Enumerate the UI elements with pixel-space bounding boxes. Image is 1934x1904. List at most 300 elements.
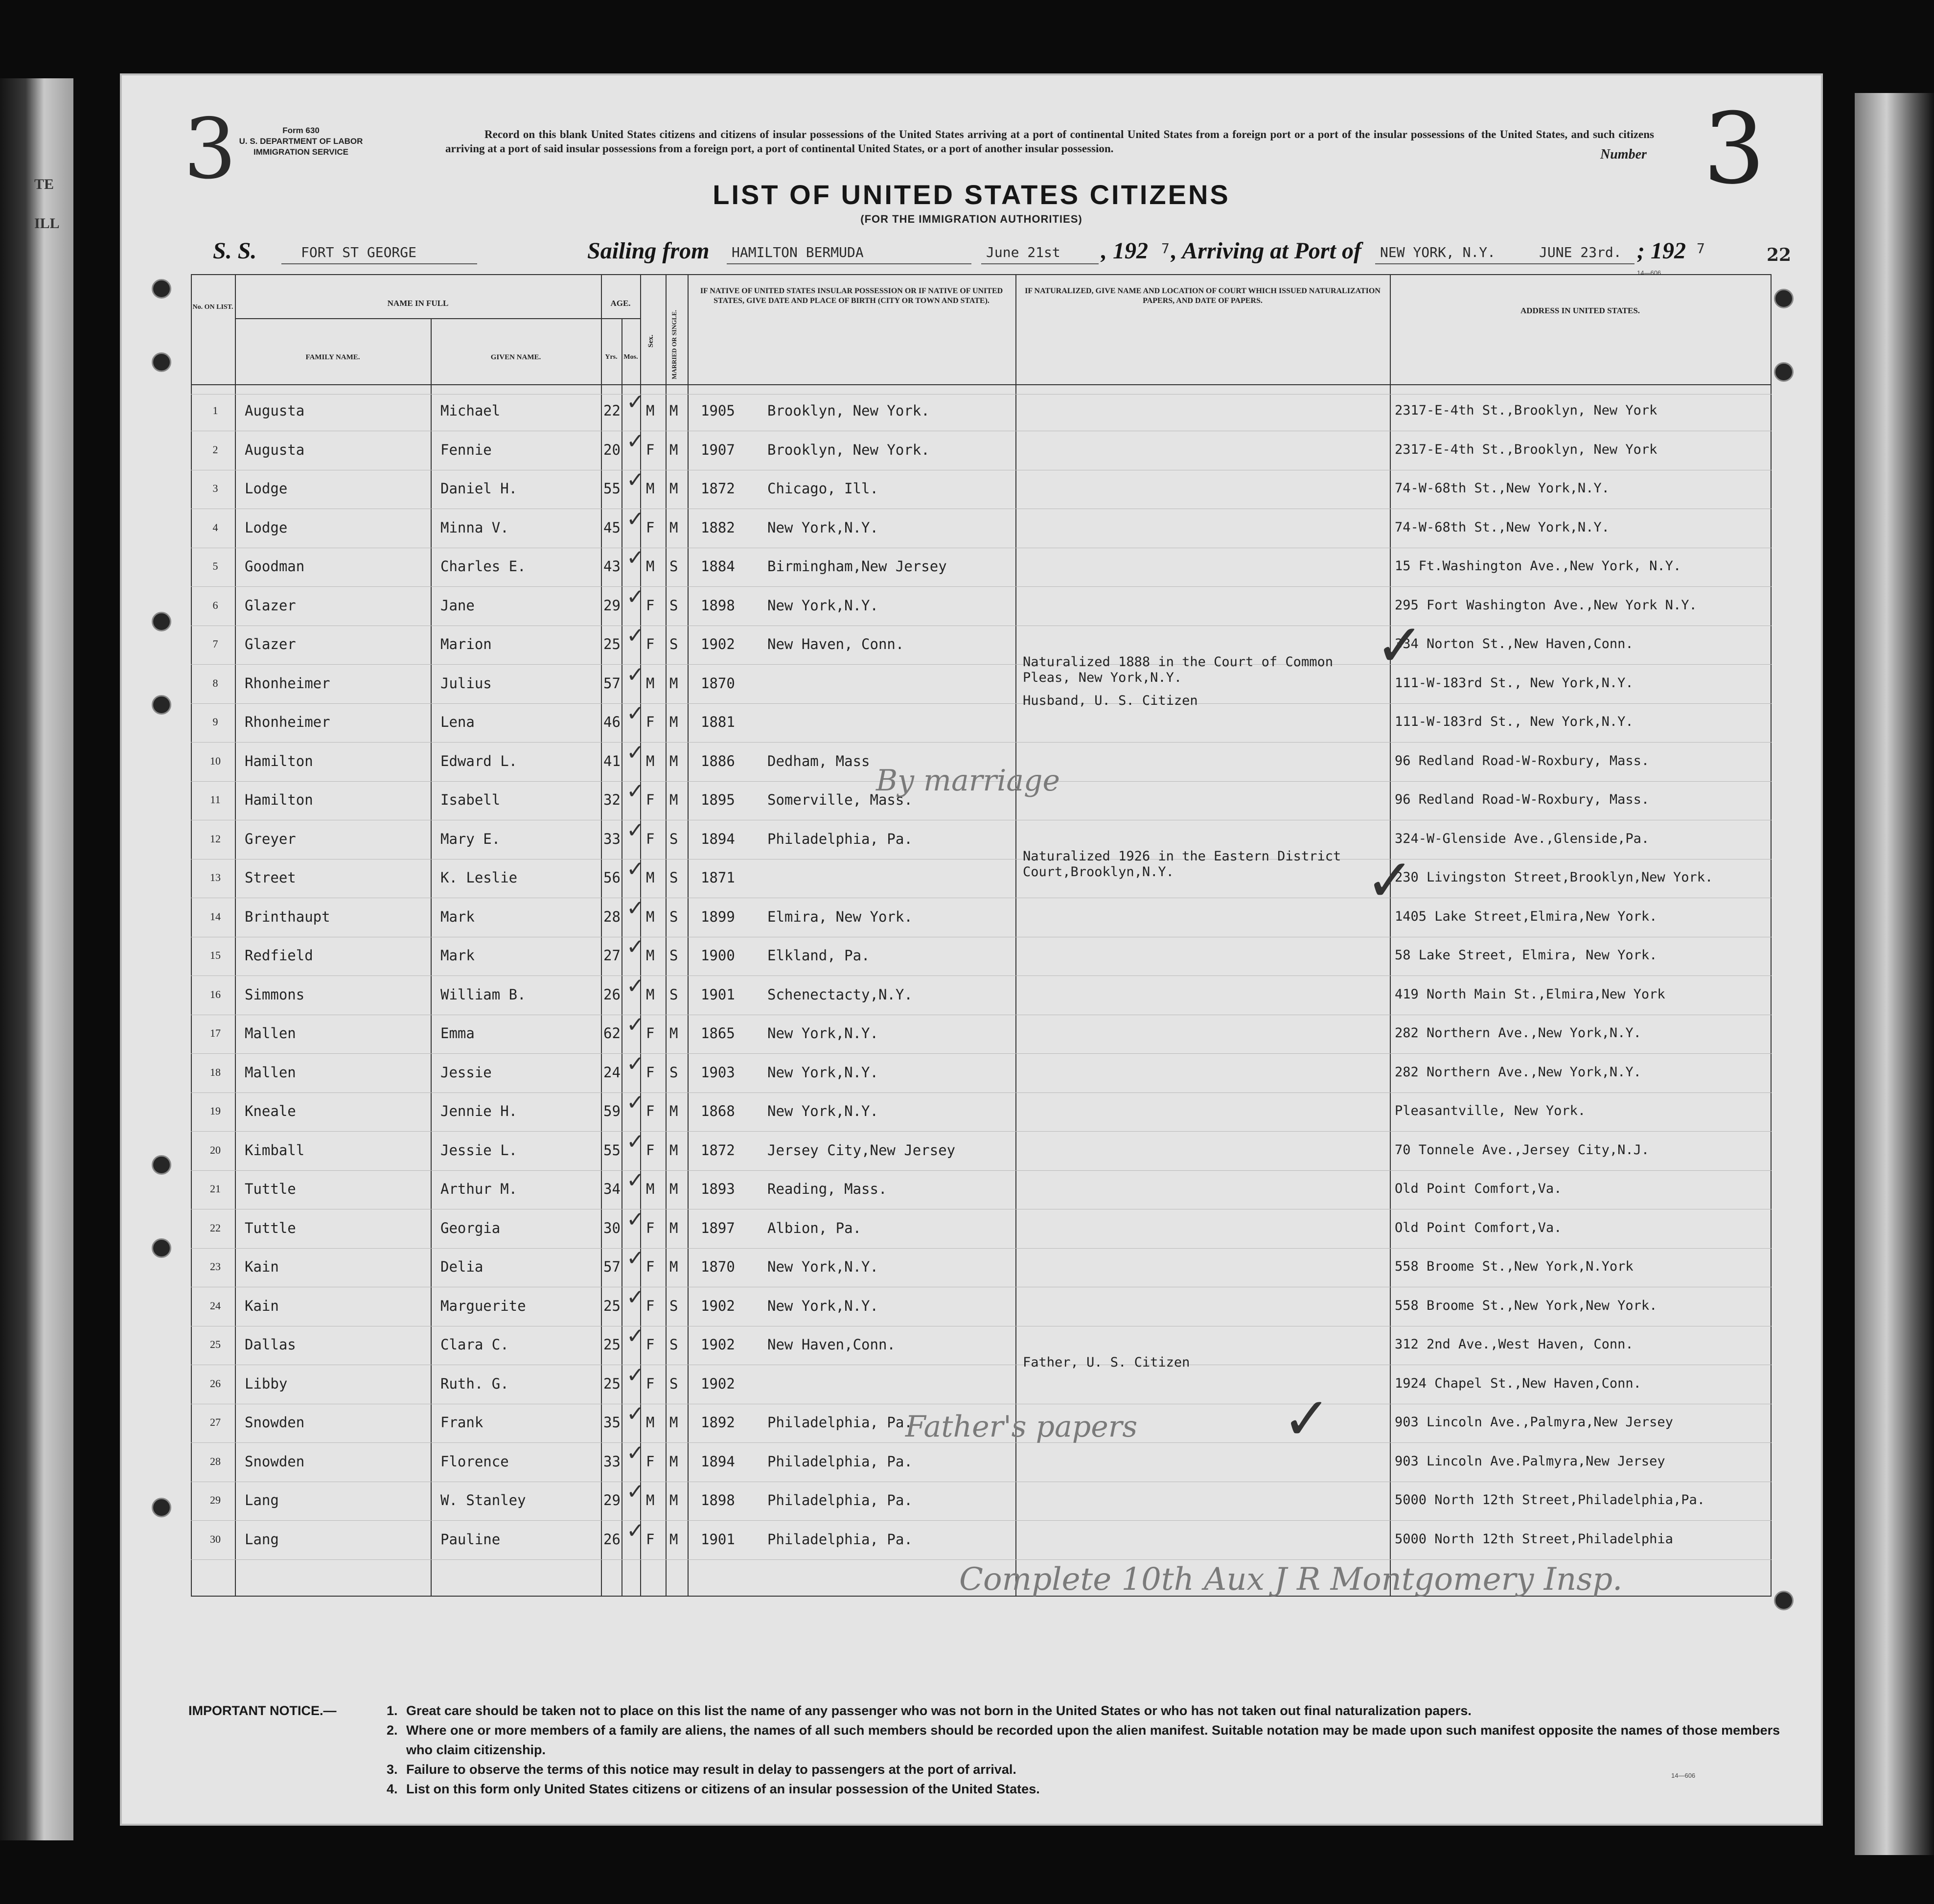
given-name: Mark — [440, 947, 475, 964]
birth-place: New Haven,Conn. — [767, 1336, 896, 1353]
address: 2317-E-4th St.,Brooklyn, New York — [1395, 403, 1658, 418]
marital-status: M — [669, 1414, 678, 1431]
birth-place: New Haven, Conn. — [767, 636, 904, 652]
row-number: 2 — [212, 443, 218, 456]
birth-place: Philadelphia, Pa. — [767, 830, 913, 847]
adjacent-page-left-edge: TE ILL — [0, 78, 73, 1840]
sex: F — [646, 1336, 655, 1353]
row-number: 21 — [210, 1183, 221, 1195]
sex: M — [646, 752, 655, 769]
family-name: Lodge — [245, 519, 288, 536]
address: 111-W-183rd St., New York,N.Y. — [1395, 675, 1634, 691]
sex: M — [646, 986, 655, 1003]
row-number: 18 — [210, 1066, 221, 1078]
given-name: Georgia — [440, 1219, 501, 1236]
given-name: Jessie L. — [440, 1141, 518, 1159]
birth-year: 1902 — [701, 1297, 735, 1314]
address: Old Point Comfort,Va. — [1395, 1181, 1562, 1196]
address: Pleasantville, New York. — [1395, 1103, 1586, 1118]
arrival-date: JUNE 23rd. — [1539, 244, 1622, 260]
year-digit-1: 7 — [1161, 240, 1170, 256]
form-identifier — [237, 125, 365, 158]
birth-place: New York,N.Y. — [767, 1103, 878, 1119]
row-number: 9 — [212, 716, 218, 728]
marital-status: M — [669, 1258, 678, 1275]
family-name: Augusta — [245, 402, 305, 419]
punch-hole — [152, 695, 171, 715]
check-mark: ✓ — [626, 701, 645, 726]
ss-label: S. S. — [213, 238, 257, 264]
birth-year: 1903 — [701, 1064, 735, 1081]
naturalization-info: Father, U. S. Citizen — [1023, 1354, 1190, 1370]
address: 903 Lincoln Ave.Palmyra,New Jersey — [1395, 1453, 1665, 1469]
sex: M — [646, 480, 655, 497]
check-mark: ✓ — [626, 934, 645, 959]
check-mark: ✓ — [626, 1518, 645, 1543]
marital-status: M — [669, 1181, 678, 1197]
age-years: 24 — [603, 1064, 621, 1081]
birth-place: Elmira, New York. — [767, 908, 913, 925]
marital-status: M — [669, 1219, 678, 1236]
birth-place: Philadelphia, Pa. — [767, 1414, 913, 1431]
address: Old Point Comfort,Va. — [1395, 1220, 1562, 1235]
punch-hole — [152, 612, 171, 631]
sex: M — [646, 1181, 655, 1197]
family-name: Lodge — [245, 480, 288, 497]
punch-hole — [1774, 1591, 1794, 1610]
check-mark: ✓ — [626, 1246, 645, 1271]
marital-status: S — [669, 558, 678, 575]
punch-hole — [152, 279, 171, 299]
given-name: Minna V. — [440, 519, 509, 536]
row-number: 30 — [210, 1532, 221, 1545]
marital-status: M — [669, 1103, 678, 1119]
row-number: 25 — [210, 1338, 221, 1350]
age-years: 57 — [603, 674, 621, 692]
header-given-name: GIVEN NAME. — [490, 353, 541, 361]
marital-status: M — [669, 1453, 678, 1470]
birth-place: New York,N.Y. — [767, 597, 878, 614]
birth-place: New York,N.Y. — [767, 1258, 878, 1275]
row-number: 13 — [210, 871, 221, 883]
family-name: Greyer — [245, 830, 296, 847]
age-years: 56 — [603, 869, 621, 886]
row-number: 26 — [210, 1377, 221, 1390]
address: 5000 North 12th Street,Philadelphia — [1395, 1531, 1673, 1547]
check-mark: ✓ — [626, 428, 645, 454]
address: 70 Tonnele Ave.,Jersey City,N.J. — [1395, 1142, 1650, 1158]
given-name: Fennie — [440, 441, 492, 458]
marital-status: M — [669, 441, 678, 458]
row-number: 16 — [210, 988, 221, 1000]
given-name: Isabell — [440, 791, 501, 808]
address: 74-W-68th St.,New York,N.Y. — [1395, 519, 1610, 535]
marital-status: S — [669, 908, 678, 925]
given-name: Mark — [440, 908, 475, 925]
marital-status: M — [669, 714, 678, 730]
sex: F — [646, 519, 655, 536]
family-name: Rhonheimer — [245, 714, 330, 730]
birth-year: 1881 — [701, 714, 735, 730]
birth-year: 1902 — [701, 1336, 735, 1353]
header-birth: IF NATIVE OF UNITED STATES INSULAR POSSESSION OR IF NATIVE OF UNITED STATES, GIVE DATE AND PLACE OF BIRTH (CITY OR TOWN AND STATE). — [700, 287, 1003, 305]
address: 558 Broome St.,New York,N.York — [1395, 1259, 1634, 1274]
address: 903 Lincoln Ave.,Palmyra,New Jersey — [1395, 1415, 1673, 1430]
check-mark: ✓ — [626, 1401, 645, 1426]
age-years: 55 — [603, 480, 621, 497]
address: 2317-E-4th St.,Brooklyn, New York — [1395, 441, 1658, 457]
row-number: 7 — [212, 638, 218, 650]
given-name: Julius — [440, 674, 492, 692]
notice-label: IMPORTANT NOTICE.— — [188, 1703, 337, 1718]
header-age: AGE. — [610, 299, 631, 308]
year-printed-2: ; 192 — [1637, 238, 1686, 264]
marital-status: S — [669, 869, 678, 886]
given-name: K. Leslie — [440, 869, 518, 886]
birth-year: 1895 — [701, 791, 735, 808]
marital-status: S — [669, 636, 678, 652]
family-name: Augusta — [245, 441, 305, 458]
address: 5000 North 12th Street,Philadelphia,Pa. — [1395, 1492, 1705, 1508]
family-name: Glazer — [245, 636, 296, 652]
check-mark: ✓ — [626, 1090, 645, 1115]
check-mark: ✓ — [626, 1207, 645, 1232]
number-label: Number — [1600, 147, 1647, 162]
birth-year: 1870 — [701, 1258, 735, 1275]
handwritten-mark: 3 — [184, 101, 237, 198]
check-mark: ✓ — [626, 817, 645, 843]
sex: F — [646, 1141, 655, 1159]
given-name: Delia — [440, 1258, 484, 1275]
sex: F — [646, 1531, 655, 1548]
check-mark: ✓ — [1282, 1385, 1332, 1453]
marital-status: M — [669, 1025, 678, 1042]
birth-year: 1868 — [701, 1103, 735, 1119]
passenger-table — [191, 274, 1772, 1596]
birth-place: New York,N.Y. — [767, 1064, 878, 1081]
family-name: Rhonheimer — [245, 674, 330, 692]
sex: M — [646, 947, 655, 964]
row-number: 3 — [212, 482, 218, 494]
birth-year: 1899 — [701, 908, 735, 925]
check-mark: ✓ — [626, 1012, 645, 1037]
family-name: Mallen — [245, 1064, 296, 1081]
row-number: 19 — [210, 1105, 221, 1117]
address: 96 Redland Road-W-Roxbury, Mass. — [1395, 753, 1650, 768]
family-name: Street — [245, 869, 296, 886]
row-number: 17 — [210, 1027, 221, 1039]
marital-status: M — [669, 480, 678, 497]
header-no: No. ON LIST. — [192, 303, 233, 311]
age-years: 25 — [603, 636, 621, 652]
family-name: Lang — [245, 1531, 279, 1548]
row-number: 6 — [212, 599, 218, 611]
given-name: Arthur M. — [440, 1181, 518, 1197]
family-name: Kain — [245, 1258, 279, 1275]
marital-status: S — [669, 830, 678, 847]
form-instructions: Record on this blank United States citizens and citizens of insular possessions of the United States arriving at a port of continental United States from a foreign port or a port of the insular possessions of the United States, and such citizens arriving at a port of said insular possessions from a foreign port, a port of continental United States, or a port of another insular possession. — [445, 128, 1654, 155]
sex: F — [646, 1375, 655, 1392]
given-name: Charles E. — [440, 558, 526, 575]
birth-place: Philadelphia, Pa. — [767, 1492, 913, 1509]
header-married-single: MARRIED OR SINGLE. — [670, 310, 678, 379]
birth-place: Brooklyn, New York. — [767, 402, 930, 419]
header-address: ADDRESS IN UNITED STATES. — [1520, 306, 1640, 315]
notice-list — [387, 1701, 1806, 1799]
check-mark: ✓ — [626, 467, 645, 492]
family-name: Redfield — [245, 947, 313, 964]
check-mark: ✓ — [626, 662, 645, 687]
family-name: Kain — [245, 1297, 279, 1314]
header-name-in-full: NAME IN FULL — [387, 299, 449, 308]
notice-item: 3. Failure to observe the terms of this notice may result in delay to passengers at the port of arrival. — [387, 1762, 1016, 1777]
sex: F — [646, 441, 655, 458]
punch-hole — [1774, 289, 1794, 308]
address: 230 Livingston Street,Brooklyn,New York. — [1395, 870, 1713, 885]
marital-status: S — [669, 597, 678, 614]
bottom-code: 14—606 — [1671, 1772, 1696, 1779]
age-years: 22 — [603, 402, 621, 419]
sex: M — [646, 1414, 655, 1431]
header-mos: Mos. — [623, 353, 638, 361]
family-name: Snowden — [245, 1414, 305, 1431]
check-mark: ✓ — [626, 1284, 645, 1310]
document-title: LIST OF UNITED STATES CITIZENS — [713, 179, 1230, 210]
given-name: William B. — [440, 986, 526, 1003]
check-mark: ✓ — [1365, 847, 1415, 915]
age-years: 33 — [603, 830, 621, 847]
check-mark: ✓ — [626, 740, 645, 765]
printer-code: 14—606 — [1637, 269, 1661, 277]
sex: F — [646, 1103, 655, 1119]
address: 324-W-Glenside Ave.,Glenside,Pa. — [1395, 831, 1650, 846]
family-name: Lang — [245, 1492, 279, 1509]
given-name: Jessie — [440, 1064, 492, 1081]
sex: M — [646, 674, 655, 692]
notice-item: 2. Where one or more members of a family are aliens, the names of all such members should be recorded upon the alien manifest. Suitable notation may be made upon such manifest opposite the names of those members who claim citizenship. — [387, 1723, 1780, 1757]
address: 282 Northern Ave.,New York,N.Y. — [1395, 1025, 1641, 1041]
given-name: Frank — [440, 1414, 484, 1431]
header-yrs: Yrs. — [605, 353, 618, 361]
age-years: 46 — [603, 714, 621, 730]
address: 58 Lake Street, Elmira, New York. — [1395, 948, 1658, 963]
header-family-name: FAMILY NAME. — [305, 353, 360, 361]
age-years: 57 — [603, 1258, 621, 1275]
marital-status: S — [669, 1336, 678, 1353]
given-name: Lena — [440, 714, 475, 730]
adjacent-page-right-edge — [1855, 93, 1934, 1855]
given-name: Jennie H. — [440, 1103, 518, 1119]
check-mark: ✓ — [626, 857, 645, 882]
check-mark: ✓ — [626, 623, 645, 648]
birth-place: Chicago, Ill. — [767, 480, 878, 497]
marital-status: M — [669, 1531, 678, 1548]
family-name: Tuttle — [245, 1219, 296, 1236]
birth-year: 1894 — [701, 830, 735, 847]
marital-status: M — [669, 402, 678, 419]
check-mark: ✓ — [626, 1479, 645, 1504]
check-mark: ✓ — [626, 584, 645, 609]
row-number: 23 — [210, 1260, 221, 1273]
birth-year: 1892 — [701, 1414, 735, 1431]
sex: F — [646, 714, 655, 730]
sex: F — [646, 1453, 655, 1470]
birth-year: 1886 — [701, 752, 735, 769]
age-years: 55 — [603, 1141, 621, 1159]
address: 282 Northern Ave.,New York,N.Y. — [1395, 1064, 1641, 1080]
check-mark: ✓ — [626, 1324, 645, 1348]
check-mark: ✓ — [626, 973, 645, 998]
birth-place: Albion, Pa. — [767, 1219, 862, 1236]
family-name: Glazer — [245, 597, 296, 614]
age-years: 26 — [603, 986, 621, 1003]
year-printed-1: , 192 — [1101, 238, 1148, 264]
age-years: 62 — [603, 1025, 621, 1042]
given-name: Emma — [440, 1025, 475, 1042]
age-years: 30 — [603, 1219, 621, 1236]
age-years: 34 — [603, 1181, 621, 1197]
birth-place: Brooklyn, New York. — [767, 441, 930, 458]
age-years: 43 — [603, 558, 621, 575]
marital-status: M — [669, 519, 678, 536]
address: 111-W-183rd St., New York,N.Y. — [1395, 714, 1634, 729]
row-number: 1 — [212, 404, 218, 417]
family-name: Libby — [245, 1375, 288, 1392]
family-name: Brinthaupt — [245, 908, 330, 925]
handwritten-fathers-papers: Father's papers — [905, 1410, 1138, 1444]
birth-place: Birmingham,New Jersey — [767, 558, 947, 575]
birth-year: 1872 — [701, 1141, 735, 1159]
voyage-line — [120, 237, 1823, 267]
sex: F — [646, 1064, 655, 1081]
row-number: 29 — [210, 1494, 221, 1506]
age-years: 41 — [603, 752, 621, 769]
marital-status: M — [669, 674, 678, 692]
check-mark: ✓ — [626, 390, 645, 415]
address: 295 Fort Washington Ave.,New York N.Y. — [1395, 597, 1697, 613]
family-name: Tuttle — [245, 1181, 296, 1197]
manifest-page — [120, 73, 1823, 1826]
sex: M — [646, 908, 655, 925]
family-name: Goodman — [245, 558, 305, 575]
departure-port: HAMILTON BERMUDA — [732, 244, 864, 260]
sex: F — [646, 1025, 655, 1042]
given-name: Marguerite — [440, 1297, 526, 1314]
address: 1924 Chapel St.,New Haven,Conn. — [1395, 1375, 1641, 1391]
birth-place: Dedham, Mass — [767, 752, 870, 769]
birth-place: Schenectacty,N.Y. — [767, 986, 913, 1003]
notice-item: 4. List on this form only United States citizens or citizens of an insular possession of the United States. — [387, 1782, 1040, 1796]
birth-year: 1865 — [701, 1025, 735, 1042]
birth-year: 1894 — [701, 1453, 735, 1470]
family-name: Dallas — [245, 1336, 296, 1353]
birth-year: 1871 — [701, 869, 735, 886]
birth-place: Elkland, Pa. — [767, 947, 870, 964]
address: 334 Norton St.,New Haven,Conn. — [1395, 636, 1634, 651]
punch-hole — [152, 352, 171, 372]
birth-place: Philadelphia, Pa. — [767, 1453, 913, 1470]
inspector-signature: Complete 10th Aux J R Montgomery Insp. — [959, 1561, 1623, 1598]
given-name: Clara C. — [440, 1336, 509, 1353]
age-years: 32 — [603, 791, 621, 808]
row-number: 12 — [210, 832, 221, 845]
department-name: U. S. DEPARTMENT OF LABOR — [239, 137, 363, 146]
age-years: 29 — [603, 1492, 621, 1509]
row-number: 8 — [212, 676, 218, 689]
marital-status: M — [669, 791, 678, 808]
birth-place: New York,N.Y. — [767, 1025, 878, 1042]
age-years: 25 — [603, 1336, 621, 1353]
birth-year: 1897 — [701, 1219, 735, 1236]
age-years: 45 — [603, 519, 621, 536]
age-years: 28 — [603, 908, 621, 925]
age-years: 33 — [603, 1453, 621, 1470]
age-years: 59 — [603, 1103, 621, 1119]
birth-year: 1902 — [701, 1375, 735, 1392]
number-sub: 22 — [1767, 245, 1792, 265]
check-mark: ✓ — [626, 1440, 645, 1465]
marital-status: M — [669, 1492, 678, 1509]
birth-year: 1900 — [701, 947, 735, 964]
birth-place: Reading, Mass. — [767, 1181, 887, 1197]
family-name: Snowden — [245, 1453, 305, 1470]
sex: M — [646, 558, 655, 575]
birth-place: New York,N.Y. — [767, 519, 878, 536]
arriving-label: , Arriving at Port of — [1171, 238, 1361, 264]
document-subtitle: (FOR THE IMMIGRATION AUTHORITIES) — [860, 213, 1082, 225]
address: 558 Broome St.,New York,New York. — [1395, 1298, 1658, 1313]
service-name: IMMIGRATION SERVICE — [253, 147, 348, 157]
family-name: Mallen — [245, 1025, 296, 1042]
departure-date: June 21st — [986, 244, 1060, 260]
marital-status: M — [669, 1141, 678, 1159]
row-number: 20 — [210, 1143, 221, 1156]
sex: F — [646, 830, 655, 847]
birth-year: 1907 — [701, 441, 735, 458]
given-name: Ruth. G. — [440, 1375, 509, 1392]
sex: F — [646, 636, 655, 652]
header-naturalized: IF NATURALIZED, GIVE NAME AND LOCATION OF COURT WHICH ISSUED NATURALIZATION PAPERS, AND DATE OF PAPERS. — [1025, 287, 1381, 305]
address: 312 2nd Ave.,West Haven, Conn. — [1395, 1337, 1634, 1352]
row-number: 24 — [210, 1299, 221, 1312]
age-years: 27 — [603, 947, 621, 964]
check-mark: ✓ — [626, 1051, 645, 1076]
given-name: Daniel H. — [440, 480, 518, 497]
row-number: 4 — [212, 521, 218, 534]
birth-place: Jersey City,New Jersey — [767, 1141, 956, 1159]
address: 96 Redland Road-W-Roxbury, Mass. — [1395, 792, 1650, 807]
sex: M — [646, 402, 655, 419]
birth-place: Somerville, Mass. — [767, 791, 913, 808]
sex: F — [646, 1297, 655, 1314]
sex: F — [646, 597, 655, 614]
punch-hole — [152, 1498, 171, 1517]
given-name: Edward L. — [440, 752, 518, 769]
check-mark: ✓ — [626, 545, 645, 570]
notice-item: 1. Great care should be taken not to place on this list the name of any passenger who was not born in the United States or who has not taken out final naturalization papers. — [387, 1703, 1472, 1718]
age-years: 26 — [603, 1531, 621, 1548]
sex: M — [646, 869, 655, 886]
number-value: 3 — [1703, 92, 1766, 206]
address: 15 Ft.Washington Ave.,New York, N.Y. — [1395, 558, 1681, 574]
address: 74-W-68th St.,New York,N.Y. — [1395, 481, 1610, 496]
sex: M — [646, 1492, 655, 1509]
punch-hole — [152, 1238, 171, 1258]
birth-year: 1893 — [701, 1181, 735, 1197]
address: 1405 Lake Street,Elmira,New York. — [1395, 908, 1658, 924]
birth-year: 1898 — [701, 1492, 735, 1509]
check-mark: ✓ — [626, 506, 645, 532]
